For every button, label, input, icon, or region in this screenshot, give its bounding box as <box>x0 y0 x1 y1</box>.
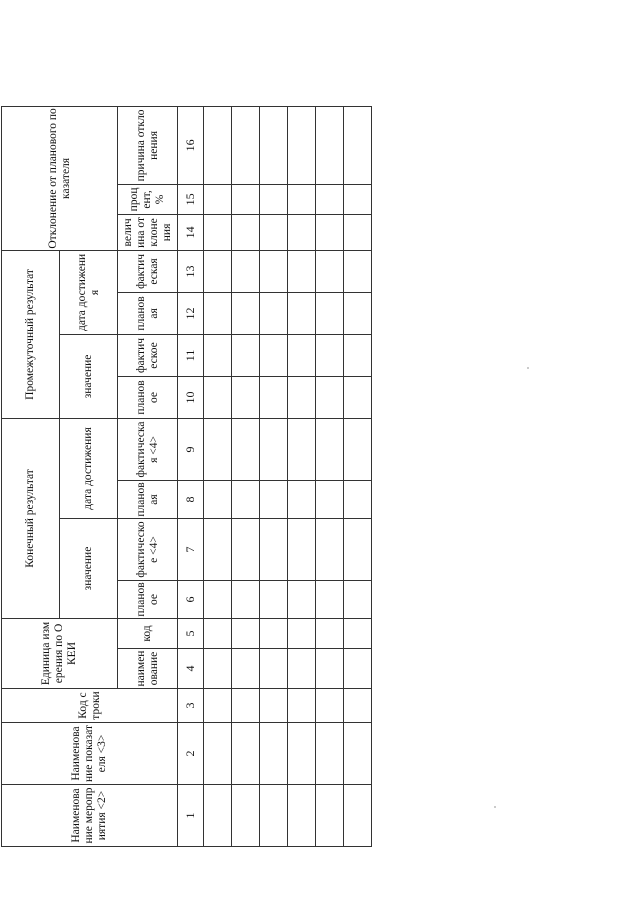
header-deviation-value: величина отклонения <box>118 214 178 250</box>
empty-cell <box>316 214 344 250</box>
empty-cell <box>260 649 288 689</box>
header-deviation-reason: причина отклонения <box>118 106 178 184</box>
empty-cell <box>260 376 288 418</box>
empty-cell <box>232 581 260 619</box>
header-final-value: значение <box>60 519 118 619</box>
empty-cell <box>288 250 316 292</box>
empty-cell <box>260 184 288 214</box>
empty-cell <box>260 723 288 785</box>
header-deviation-percent: процент, % <box>118 184 178 214</box>
empty-cell <box>316 619 344 649</box>
header-final-value-fact: фактическое <4> <box>118 519 178 581</box>
header-intermediate-date-plan: плановая <box>118 292 178 334</box>
header-intermediate-date: дата достижения <box>60 250 118 334</box>
column-number: 6 <box>178 581 204 619</box>
empty-cell <box>260 106 288 184</box>
empty-cell <box>344 689 372 723</box>
column-number: 11 <box>178 334 204 376</box>
empty-cell <box>288 649 316 689</box>
empty-cell <box>316 292 344 334</box>
empty-cell <box>288 184 316 214</box>
empty-cell <box>316 481 344 519</box>
empty-cell <box>344 723 372 785</box>
column-number: 12 <box>178 292 204 334</box>
empty-cell <box>260 418 288 480</box>
header-unit-name: наименование <box>118 649 178 689</box>
data-row <box>204 106 232 846</box>
empty-cell <box>232 214 260 250</box>
empty-cell <box>288 581 316 619</box>
empty-cell <box>288 214 316 250</box>
empty-cell <box>316 184 344 214</box>
empty-cell <box>204 519 232 581</box>
column-number: 3 <box>178 689 204 723</box>
empty-cell <box>288 519 316 581</box>
header-deviation-group: Отклонение от планового показателя <box>2 106 118 250</box>
empty-cell <box>288 723 316 785</box>
header-final-value-plan: плановое <box>118 581 178 619</box>
header-final-date: дата достижения <box>60 418 118 518</box>
header-intermediate-date-fact: фактическая <box>118 250 178 292</box>
empty-cell <box>288 334 316 376</box>
header-final-date-plan: плановая <box>118 481 178 519</box>
empty-cell <box>232 376 260 418</box>
empty-cell <box>260 785 288 847</box>
data-row <box>232 106 260 846</box>
empty-cell <box>232 649 260 689</box>
empty-cell <box>344 581 372 619</box>
column-number: 2 <box>178 723 204 785</box>
data-row <box>344 106 372 846</box>
empty-cell <box>204 376 232 418</box>
empty-cell <box>232 184 260 214</box>
empty-cell <box>204 418 232 480</box>
empty-cell <box>316 785 344 847</box>
empty-cell <box>316 334 344 376</box>
empty-cell <box>344 106 372 184</box>
empty-cell <box>344 785 372 847</box>
column-number: 16 <box>178 106 204 184</box>
empty-cell <box>316 581 344 619</box>
empty-cell <box>288 418 316 480</box>
empty-cell <box>232 723 260 785</box>
empty-cell <box>232 292 260 334</box>
empty-cell <box>260 334 288 376</box>
results-table <box>1 106 372 847</box>
empty-cell <box>232 418 260 480</box>
empty-cell <box>204 292 232 334</box>
header-event-name: Наименование мероприятия <2> <box>2 785 178 847</box>
data-row <box>260 106 288 846</box>
empty-cell <box>232 106 260 184</box>
empty-cell <box>344 214 372 250</box>
empty-cell <box>344 184 372 214</box>
empty-cell <box>288 785 316 847</box>
empty-cell <box>344 334 372 376</box>
header-intermediate-value-plan: плановое <box>118 376 178 418</box>
header-final-result: Конечный результат <box>2 418 60 618</box>
empty-cell <box>204 619 232 649</box>
data-row <box>288 106 316 846</box>
column-number: 13 <box>178 250 204 292</box>
empty-cell <box>316 649 344 689</box>
empty-cell <box>316 519 344 581</box>
empty-cell <box>288 106 316 184</box>
column-number: 1 <box>178 785 204 847</box>
empty-cell <box>260 481 288 519</box>
column-number-row <box>178 106 204 846</box>
empty-cell <box>204 689 232 723</box>
empty-cell <box>232 334 260 376</box>
empty-cell <box>204 250 232 292</box>
empty-cell <box>204 214 232 250</box>
empty-cell <box>260 689 288 723</box>
column-number: 14 <box>178 214 204 250</box>
column-number: 15 <box>178 184 204 214</box>
header-unit-group: Единица измерения по ОКЕИ <box>2 619 118 689</box>
empty-cell <box>316 376 344 418</box>
scan-speck <box>494 806 496 808</box>
empty-cell <box>288 689 316 723</box>
empty-cell <box>344 649 372 689</box>
header-intermediate-result: Промежуточный результат <box>2 250 60 418</box>
header-intermediate-value-fact: фактическое <box>118 334 178 376</box>
empty-cell <box>260 519 288 581</box>
empty-cell <box>204 723 232 785</box>
empty-cell <box>316 689 344 723</box>
column-number: 9 <box>178 418 204 480</box>
empty-cell <box>344 292 372 334</box>
empty-cell <box>260 292 288 334</box>
scan-speck <box>527 367 529 369</box>
empty-cell <box>316 106 344 184</box>
empty-cell <box>344 481 372 519</box>
empty-cell <box>204 581 232 619</box>
empty-cell <box>232 785 260 847</box>
empty-cell <box>204 785 232 847</box>
empty-cell <box>344 519 372 581</box>
empty-cell <box>204 481 232 519</box>
empty-cell <box>260 581 288 619</box>
rotated-report-table <box>1 107 213 847</box>
empty-cell <box>204 106 232 184</box>
empty-cell <box>316 418 344 480</box>
empty-cell <box>344 619 372 649</box>
empty-cell <box>204 649 232 689</box>
column-number: 7 <box>178 519 204 581</box>
empty-cell <box>232 481 260 519</box>
empty-cell <box>288 619 316 649</box>
column-number: 5 <box>178 619 204 649</box>
header-row-code: Код строки <box>2 689 178 723</box>
empty-cell <box>288 376 316 418</box>
empty-cell <box>288 292 316 334</box>
column-number: 4 <box>178 649 204 689</box>
empty-cell <box>344 376 372 418</box>
empty-cell <box>288 481 316 519</box>
empty-cell <box>204 184 232 214</box>
empty-cell <box>232 250 260 292</box>
empty-cell <box>260 619 288 649</box>
column-number: 8 <box>178 481 204 519</box>
empty-cell <box>204 334 232 376</box>
empty-cell <box>316 250 344 292</box>
empty-cell <box>260 250 288 292</box>
column-number: 10 <box>178 376 204 418</box>
empty-cell <box>232 689 260 723</box>
header-intermediate-value: значение <box>60 334 118 418</box>
empty-cell <box>232 519 260 581</box>
empty-cell <box>232 619 260 649</box>
empty-cell <box>316 723 344 785</box>
header-indicator-name: Наименование показателя <3> <box>2 723 178 785</box>
empty-cell <box>344 250 372 292</box>
empty-cell <box>260 214 288 250</box>
header-unit-code: код <box>118 619 178 649</box>
header-final-date-fact: фактическая <4> <box>118 418 178 480</box>
empty-cell <box>344 418 372 480</box>
data-row <box>316 106 344 846</box>
